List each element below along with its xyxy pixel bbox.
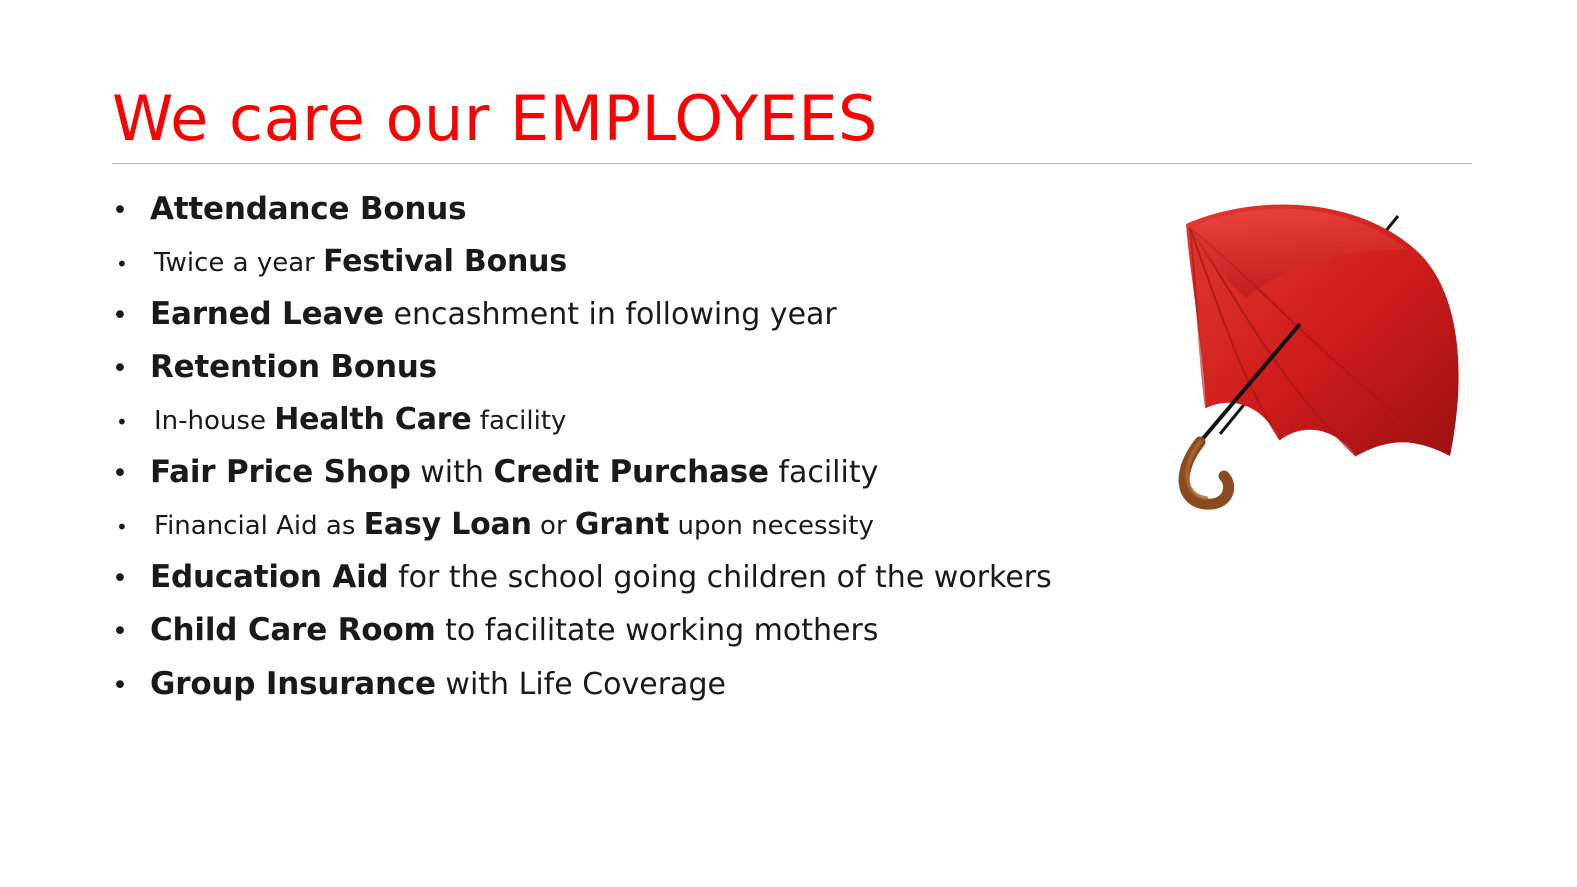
bullet-marker-icon: • <box>112 300 128 332</box>
bullet-marker-icon: • <box>112 563 128 595</box>
list-item-text-segment: Retention Bonus <box>150 349 437 386</box>
list-item-text-segment: Child Care Room <box>150 612 436 649</box>
bullet-list <box>112 192 1112 720</box>
list-item-text-segment: Credit Purchase <box>493 454 769 491</box>
red-umbrella-image <box>1150 190 1480 520</box>
bullet-marker-icon: • <box>112 616 128 648</box>
list-item <box>112 297 1112 331</box>
list-item-text-segment: encashment in following year <box>384 297 837 333</box>
bullet-marker-icon: • <box>116 252 128 277</box>
list-item-text-segment: or <box>531 511 575 542</box>
bullet-marker-icon: • <box>112 353 128 385</box>
list-item-text <box>150 560 1112 594</box>
list-item-text <box>154 403 1112 436</box>
list-item-text-segment: Education Aid <box>150 559 389 596</box>
list-item-text <box>150 350 1112 384</box>
title-divider <box>112 163 1472 164</box>
list-item-text-segment: Group Insurance <box>150 665 436 702</box>
list-item-text-segment: Twice a year <box>154 248 324 279</box>
list-item <box>112 667 1112 701</box>
list-item-text <box>150 613 1112 647</box>
list-item-text <box>150 667 1112 701</box>
list-item <box>112 403 1112 436</box>
list-item-text-segment: facility <box>471 406 567 437</box>
list-item-text <box>150 297 1112 331</box>
list-item-text-segment: Grant <box>574 507 670 543</box>
list-item-text-segment: with <box>410 455 494 491</box>
list-item <box>112 350 1112 384</box>
list-item-text <box>154 245 1112 278</box>
list-item-text-segment: with Life Coverage <box>435 666 726 702</box>
list-item <box>112 192 1112 226</box>
list-item-text-segment: Attendance Bonus <box>150 191 467 227</box>
list-item-text-segment: Financial Aid as <box>154 511 364 542</box>
page-title: We care our EMPLOYEES <box>112 82 878 155</box>
bullet-marker-icon: • <box>116 410 128 435</box>
bullet-marker-icon: • <box>112 458 128 490</box>
list-item <box>112 560 1112 594</box>
list-item-text-segment: In-house <box>154 406 275 437</box>
list-item-text-segment: upon necessity <box>669 511 874 542</box>
list-item-text-segment: Earned Leave <box>150 296 384 333</box>
list-item-text-segment: to facilitate working mothers <box>435 613 879 649</box>
list-item-text-segment: facility <box>768 455 879 491</box>
bullet-marker-icon: • <box>112 669 128 701</box>
list-item <box>112 613 1112 647</box>
list-item-text-segment: Festival Bonus <box>323 244 567 280</box>
bullet-marker-icon: • <box>112 195 128 226</box>
list-item-text-segment: for the school going children of the workers <box>388 560 1052 596</box>
title-block <box>112 82 1472 164</box>
list-item-text-segment: Health Care <box>274 402 472 438</box>
list-item <box>112 455 1112 489</box>
list-item <box>112 245 1112 278</box>
list-item <box>112 508 1112 541</box>
list-item-text-segment: Fair Price Shop <box>150 454 411 491</box>
bullet-marker-icon: • <box>116 515 128 540</box>
list-item-text <box>154 508 1112 541</box>
list-item-text-segment: Easy Loan <box>363 507 532 543</box>
list-item-text <box>150 455 1112 489</box>
list-item-text <box>150 192 1112 226</box>
